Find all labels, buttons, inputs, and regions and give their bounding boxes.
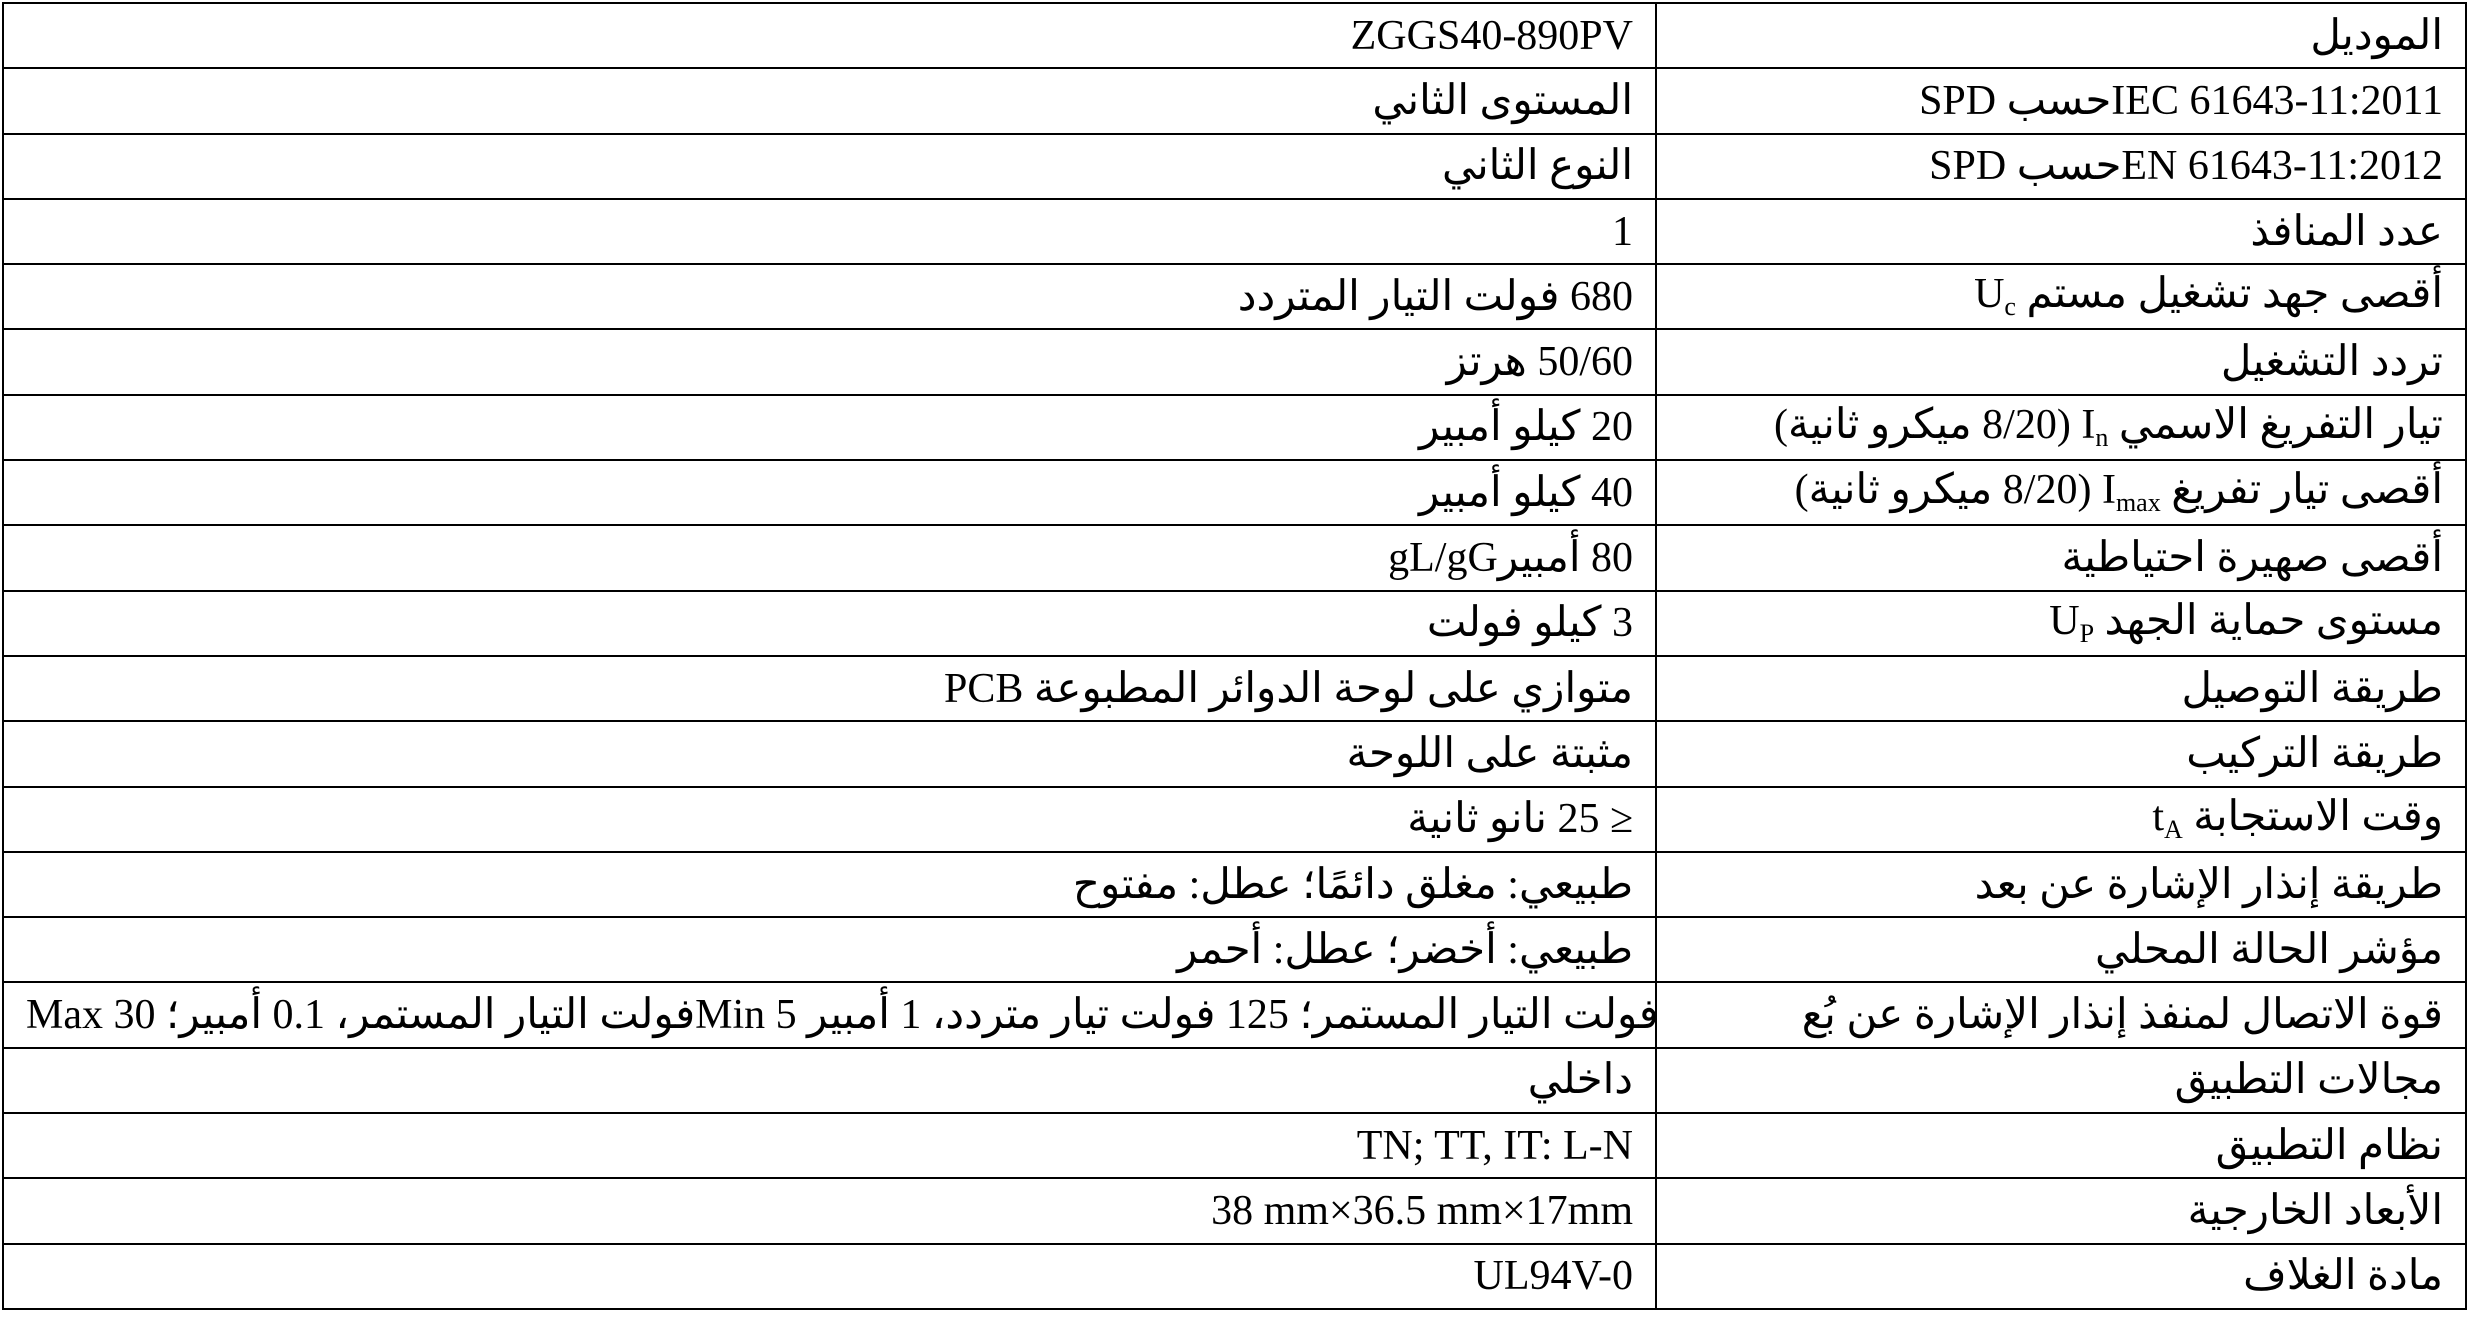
symbol-up: [2049, 597, 2095, 648]
table-row: [3, 460, 2466, 525]
row-value: 40 كيلو أمبير: [3, 460, 1656, 525]
table-row: [3, 721, 2466, 786]
row-label: [1656, 525, 2466, 590]
row-value: Max 30 فولت التيار المستمر، 0.1 أمبير؛Min 5 فولت التيار المستمر؛ 125 فولت تيار متردد، 1 أمبير: [3, 982, 1656, 1047]
label-text: وقت الاستجابة: [2193, 793, 2443, 840]
symbol-ta: [2152, 793, 2183, 844]
row-label: [1656, 656, 2466, 721]
row-label: [1656, 460, 2466, 525]
row-label: [1656, 68, 2466, 133]
row-label: [1656, 134, 2466, 199]
label-text: SPD حسبEN 61643-11:2012: [1929, 143, 2443, 190]
label-text: نظام التطبيق: [2215, 1122, 2443, 1169]
label-text: أقصى جهد تشغيل مستم: [2026, 271, 2443, 318]
row-label: [1656, 917, 2466, 982]
symbol-subscript: c: [2004, 292, 2016, 322]
row-value: 3 كيلو فولت: [3, 591, 1656, 656]
label-text: أقصى تيار تفريغ: [2171, 467, 2443, 514]
row-value: المستوى الثاني: [3, 68, 1656, 133]
row-value: 1: [3, 199, 1656, 264]
row-value: TN; TT, IT: L-N: [3, 1113, 1656, 1178]
row-value: 80 أمبيرgL/gG: [3, 525, 1656, 590]
symbol-subscript: n: [2095, 422, 2109, 452]
row-value: UL94V-0: [3, 1244, 1656, 1309]
label-text: الأبعاد الخارجية: [2187, 1187, 2443, 1234]
row-label: [1656, 1113, 2466, 1178]
table-row: [3, 1048, 2466, 1113]
label-text: SPD حسبIEC 61643-11:2011: [1919, 77, 2443, 124]
table-row: [3, 1113, 2466, 1178]
row-label: [1656, 1244, 2466, 1309]
row-label: [1656, 264, 2466, 329]
symbol-main: U: [2049, 597, 2080, 644]
label-text: أقصى صهيرة احتياطية: [2061, 535, 2443, 582]
table-row: [3, 264, 2466, 329]
row-label: [1656, 852, 2466, 917]
label-text: قوة الاتصال لمنفذ إنذار الإشارة عن بُع: [1801, 992, 2443, 1039]
row-label: [1656, 1048, 2466, 1113]
symbol-uc: [1974, 271, 2016, 322]
row-value: 38 mm×36.5 mm×17mm: [3, 1178, 1656, 1243]
specifications-table: [2, 2, 2467, 1310]
label-text: عدد المنافذ: [2250, 208, 2443, 255]
label-text: مستوى حماية الجهد: [2104, 597, 2443, 644]
symbol-subscript: A: [2164, 814, 2183, 844]
label-text: الموديل: [2310, 12, 2443, 59]
symbol-imax: [2101, 467, 2161, 518]
label-text: مؤشر الحالة المحلي: [2094, 926, 2443, 973]
row-value: ≤ 25 نانو ثانية: [3, 787, 1656, 852]
table-row: [3, 982, 2466, 1047]
symbol-main: I: [2101, 467, 2116, 514]
label-text: طريقة التوصيل: [2181, 665, 2443, 712]
row-label: [1656, 1178, 2466, 1243]
symbol-in: [2081, 401, 2109, 452]
row-label: [1656, 395, 2466, 460]
row-label: [1656, 721, 2466, 786]
label-text: مجالات التطبيق: [2174, 1057, 2443, 1104]
symbol-main: U: [1974, 271, 2005, 318]
row-label: [1656, 329, 2466, 394]
symbol-main: t: [2152, 793, 2165, 840]
waveform-text: (8/20 ميكرو ثانية): [1773, 401, 2071, 448]
symbol-main: I: [2081, 401, 2096, 448]
row-value: طبيعي: مغلق دائمًا؛ عطل: مفتوح: [3, 852, 1656, 917]
table-row: [3, 68, 2466, 133]
table-row: [3, 1244, 2466, 1309]
table-row: [3, 656, 2466, 721]
table-row: [3, 3, 2466, 68]
table-row: [3, 329, 2466, 394]
row-value: النوع الثاني: [3, 134, 1656, 199]
row-value: 50/60 هرتز: [3, 329, 1656, 394]
table-row: [3, 787, 2466, 852]
table-row: [3, 134, 2466, 199]
table-row: [3, 591, 2466, 656]
row-label: [1656, 591, 2466, 656]
row-label: [1656, 982, 2466, 1047]
label-text: طريقة التركيب: [2186, 730, 2443, 777]
row-value: طبيعي: أخضر؛ عطل: أحمر: [3, 917, 1656, 982]
row-label: [1656, 3, 2466, 68]
row-value: ZGGS40-890PV: [3, 3, 1656, 68]
table-row: [3, 1178, 2466, 1243]
row-label: [1656, 199, 2466, 264]
table-row: [3, 852, 2466, 917]
row-value: داخلي: [3, 1048, 1656, 1113]
row-value: PCB متوازي على لوحة الدوائر المطبوعة: [3, 656, 1656, 721]
waveform-text: (8/20 ميكرو ثانية): [1794, 467, 2092, 514]
label-text: تيار التفريغ الاسمي: [2118, 401, 2443, 448]
table-row: [3, 395, 2466, 460]
label-text: طريقة إنذار الإشارة عن بعد: [1974, 861, 2443, 908]
symbol-subscript: max: [2115, 488, 2161, 518]
table-row: [3, 917, 2466, 982]
row-value: 680 فولت التيار المتردد: [3, 264, 1656, 329]
table-row: [3, 525, 2466, 590]
label-text: مادة الغلاف: [2243, 1253, 2443, 1300]
row-value: 20 كيلو أمبير: [3, 395, 1656, 460]
row-value: مثبتة على اللوحة: [3, 721, 1656, 786]
row-label: [1656, 787, 2466, 852]
label-text: تردد التشغيل: [2220, 339, 2443, 386]
symbol-subscript: P: [2079, 618, 2095, 648]
table-row: [3, 199, 2466, 264]
